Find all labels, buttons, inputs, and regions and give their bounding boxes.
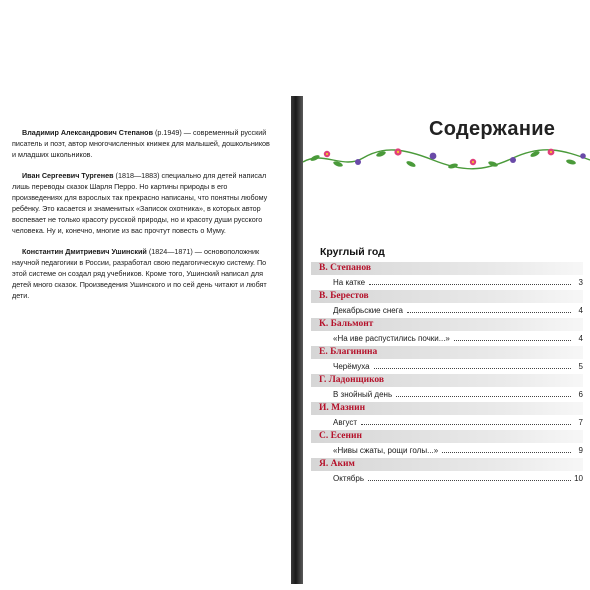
floral-ornament [303, 140, 590, 176]
toc-page-number: 6 [578, 390, 583, 399]
leader-dots [368, 471, 571, 481]
toc-page-number: 10 [574, 474, 583, 483]
leader-dots [374, 359, 571, 369]
bio-author-name: Иван Сергеевич Тургенев [22, 171, 114, 180]
bio-text: (1818—1883) специально для детей написал лишь переводы сказок Шарля Перро. Но картины природы в его произведениях для взрослых так прекрасно написаны, что понятны любому ребёнку. Это касается и знаменитых «Записок охотника», в которых автор воспевает не только красоту русской природы, но и красоту души русского человека. Ну и, конечно, многие из вас прочтут повесть о Муму. [12, 171, 268, 235]
toc-page-number: 4 [578, 306, 583, 315]
leader-dots [454, 331, 571, 341]
toc-author: С. Есенин [311, 430, 583, 443]
toc-entry-title: Декабрьские снега [333, 303, 405, 318]
toc-entry[interactable] [311, 443, 583, 458]
toc-page-number: 4 [578, 334, 583, 343]
table-of-contents [311, 262, 583, 486]
book-spine [291, 96, 303, 584]
bio-paragraph [12, 170, 275, 236]
toc-author: В. Берестов [311, 290, 583, 303]
leader-dots [369, 275, 571, 285]
bio-paragraph [12, 246, 275, 301]
toc-entry-title: «На иве распустились почки...» [333, 331, 452, 346]
toc-page-number: 5 [578, 362, 583, 371]
toc-entry[interactable] [311, 387, 583, 402]
bio-author-name: Владимир Александрович Степанов [22, 128, 153, 137]
toc-entry[interactable] [311, 471, 583, 486]
bio-author-name: Константин Дмитриевич Ушинский [22, 247, 147, 256]
toc-page-number: 9 [578, 446, 583, 455]
bio-paragraph [12, 127, 275, 160]
leader-dots [396, 387, 571, 397]
toc-author: В. Степанов [311, 262, 583, 275]
toc-entry[interactable] [311, 415, 583, 430]
toc-entry-title: «Нивы сжаты, рощи голы...» [333, 443, 440, 458]
section-heading: Круглый год [320, 246, 385, 258]
bio-text: (1824—1871) — основоположник научной педагогики в России, разработал свою педагогическую систему. По этой системе он создал ряд учебников. Кроме того, Ушинский написал для детей много сказок. Произведения Ушинского и по сей день читают и любят дети. [12, 247, 267, 300]
toc-author: К. Бальмонт [311, 318, 583, 331]
leader-dots [361, 415, 571, 425]
toc-entry-title: На катке [333, 275, 367, 290]
bio-text: (р.1949) — современный русский писатель и поэт, автор многочисленных книжек для малышей, дошкольников и младших школьников. [12, 128, 270, 159]
author-bios [12, 127, 275, 311]
toc-entry-title: Август [333, 415, 359, 430]
toc-entry-title: Октябрь [333, 471, 366, 486]
toc-entry[interactable] [311, 359, 583, 374]
page-title: Содержание [429, 118, 556, 140]
toc-author: Е. Благинина [311, 346, 583, 359]
right-page [303, 0, 590, 590]
toc-entry[interactable] [311, 331, 583, 346]
toc-entry[interactable] [311, 303, 583, 318]
toc-author: Г. Ладонщиков [311, 374, 583, 387]
toc-page-number: 3 [578, 278, 583, 287]
leader-dots [442, 443, 571, 453]
toc-page-number: 7 [578, 418, 583, 427]
toc-author: И. Мазнин [311, 402, 583, 415]
toc-author: Я. Аким [311, 458, 583, 471]
leader-dots [407, 303, 571, 313]
toc-entry-title: В знойный день [333, 387, 394, 402]
left-page [0, 0, 290, 590]
toc-entry[interactable] [311, 275, 583, 290]
toc-entry-title: Черёмуха [333, 359, 372, 374]
